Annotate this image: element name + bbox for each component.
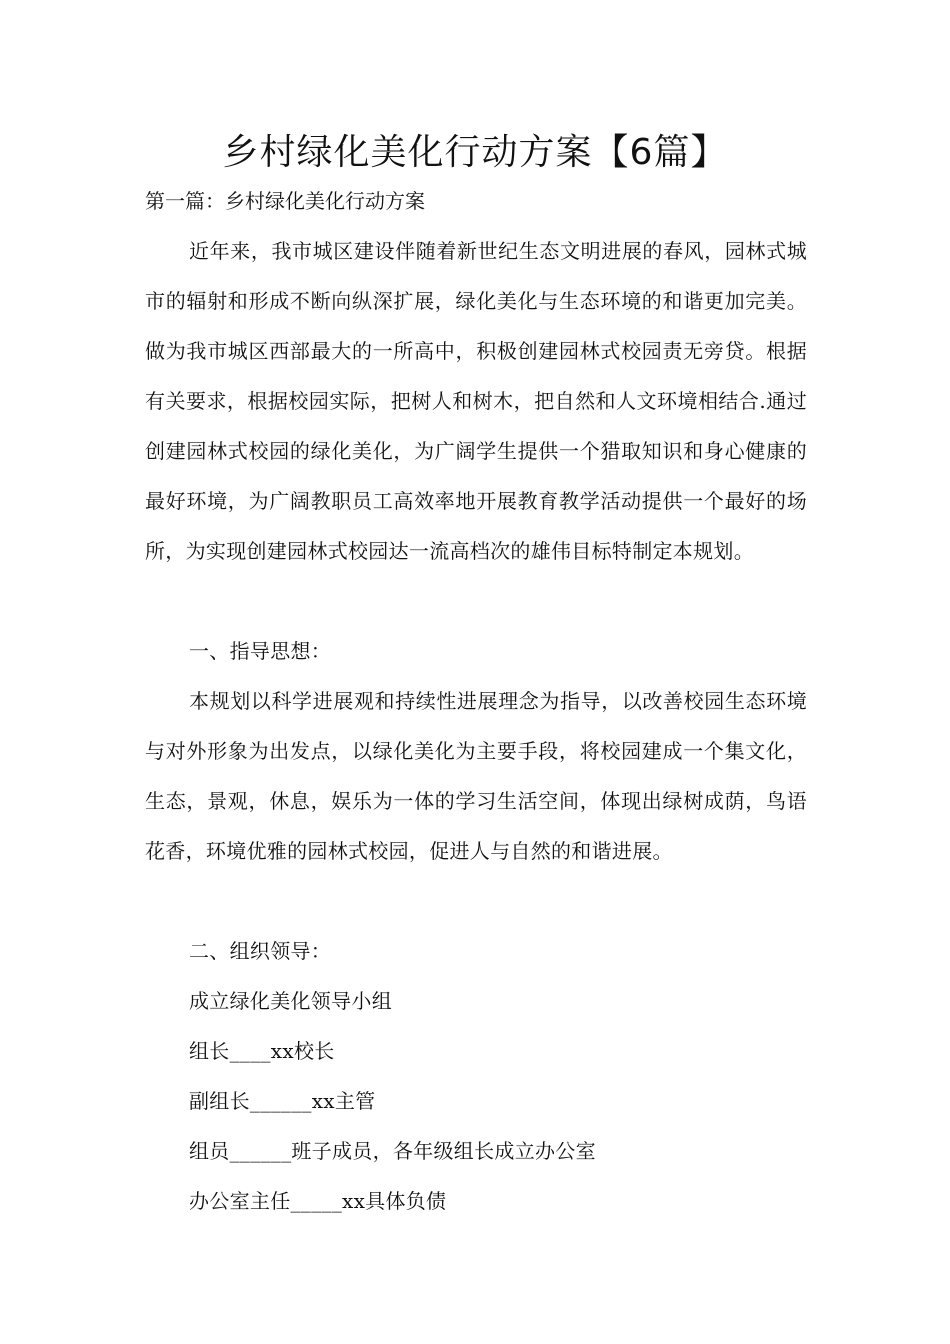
document-title: 乡村绿化美化行动方案【6篇】 bbox=[222, 132, 728, 173]
org-line-leader: 组长____xx校长 bbox=[189, 1039, 335, 1063]
heading-guiding-thought: 一、指导思想： bbox=[189, 639, 332, 663]
intro-paragraph: 近年来，我市城区建设伴随着新世纪生态文明进展的春风，园林式城市的辐射和形成不断向纵深扩展，绿化美化与生态环境的和谐更加完美。做为我市城区西部最大的一所高中，积极创建园林式校园责无旁贷。根据有关要求，根据校园实际，把树人和树木，把自然和人文环境相结合.通过创建园林式校园的绿化美化，为广阔学生提供一个猎取知识和身心健康的最好环境，为广阔教职员工高效率地开展教育教学活动提供一个最好的场所，为实现创建园林式校园达一流高档次的雄伟目标特制定本规划。 bbox=[145, 239, 807, 563]
org-line-members: 组员______班子成员，各年级组长成立办公室 bbox=[189, 1139, 596, 1163]
guiding-paragraph: 本规划以科学进展观和持续性进展理念为指导，以改善校园生态环境与对外形象为出发点，以绿化美化为主要手段，将校园建成一个集文化，生态，景观，休息，娱乐为一体的学习生活空间，体现出绿树成荫，鸟语花香，环境优雅的园林式校园，促进人与自然的和谐进展。 bbox=[145, 689, 807, 863]
heading-organization: 二、组织领导： bbox=[189, 939, 332, 963]
org-line-group: 成立绿化美化领导小组 bbox=[189, 989, 392, 1013]
org-line-deputy-leader: 副组长______xx主管 bbox=[189, 1089, 376, 1113]
org-line-office-director: 办公室主任_____xx具体负债 bbox=[189, 1189, 447, 1213]
section-heading: 第一篇：乡村绿化美化行动方案 bbox=[145, 189, 425, 213]
